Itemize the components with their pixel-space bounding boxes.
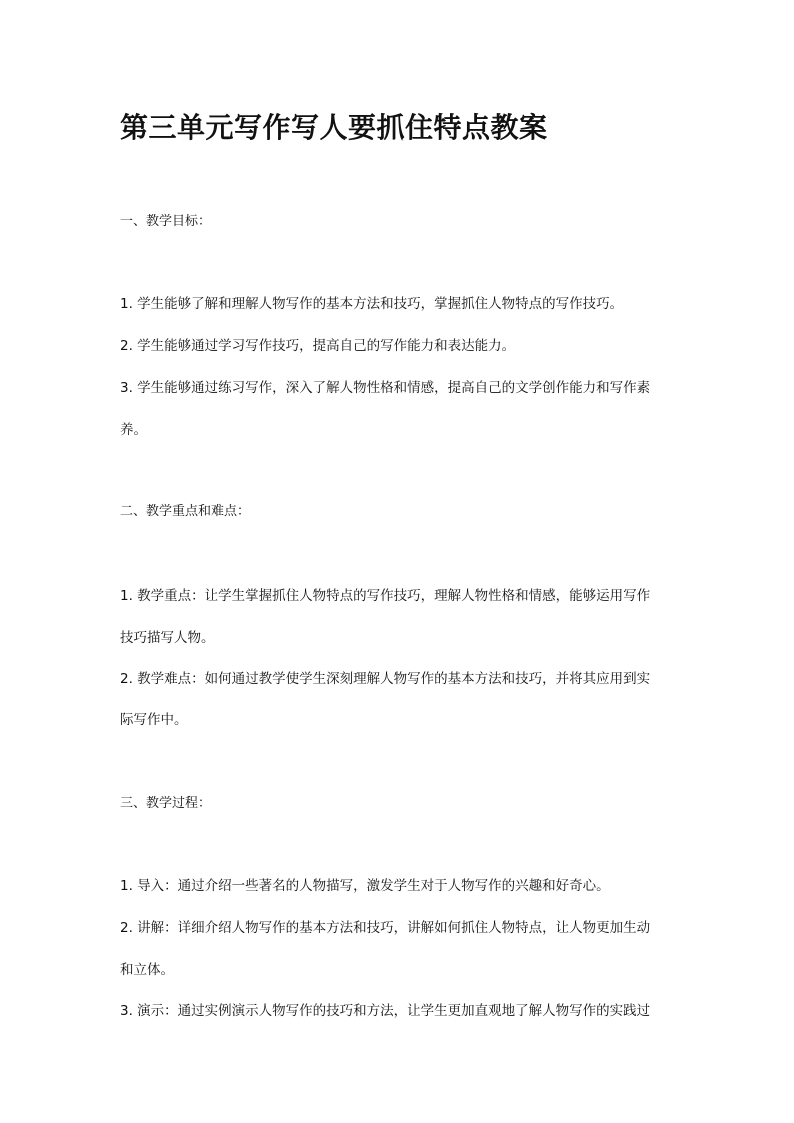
- paragraph-line: 1. 教学重点：让学生掌握抓住人物特点的写作技巧，理解人物性格和情感，能够运用写作: [120, 588, 651, 604]
- paragraph-line: 际写作中。: [120, 712, 188, 728]
- section-heading-key-points: 二、教学重点和难点：: [120, 504, 251, 519]
- paragraph-line: 和立体。: [120, 962, 174, 978]
- paragraph-line: 技巧描写人物。: [120, 630, 215, 646]
- section-heading-objectives: 一、教学目标：: [120, 214, 212, 229]
- paragraph-line: 1. 学生能够了解和理解人物写作的基本方法和技巧，掌握抓住人物特点的写作技巧。: [120, 296, 624, 312]
- paragraph-line: 2. 学生能够通过学习写作技巧，提高自己的写作能力和表达能力。: [120, 338, 516, 354]
- paragraph-line: 2. 讲解：详细介绍人物写作的基本方法和技巧，讲解如何抓住人物特点，让人物更加生动: [120, 920, 651, 936]
- paragraph-line: 1. 导入：通过介绍一些著名的人物描写，激发学生对于人物写作的兴趣和好奇心。: [120, 878, 610, 894]
- section-heading-process: 三、教学过程：: [120, 796, 212, 811]
- paragraph-line: 养。: [120, 422, 147, 438]
- paragraph-line: 3. 演示：通过实例演示人物写作的技巧和方法，让学生更加直观地了解人物写作的实践过: [120, 1003, 651, 1019]
- paragraph-line: 2. 教学难点：如何通过教学使学生深刻理解人物写作的基本方法和技巧，并将其应用到实: [120, 671, 651, 687]
- paragraph-line: 3. 学生能够通过练习写作，深入了解人物性格和情感，提高自己的文学创作能力和写作素: [120, 380, 651, 396]
- document-title: 第三单元写作写人要抓住特点教案: [120, 111, 548, 144]
